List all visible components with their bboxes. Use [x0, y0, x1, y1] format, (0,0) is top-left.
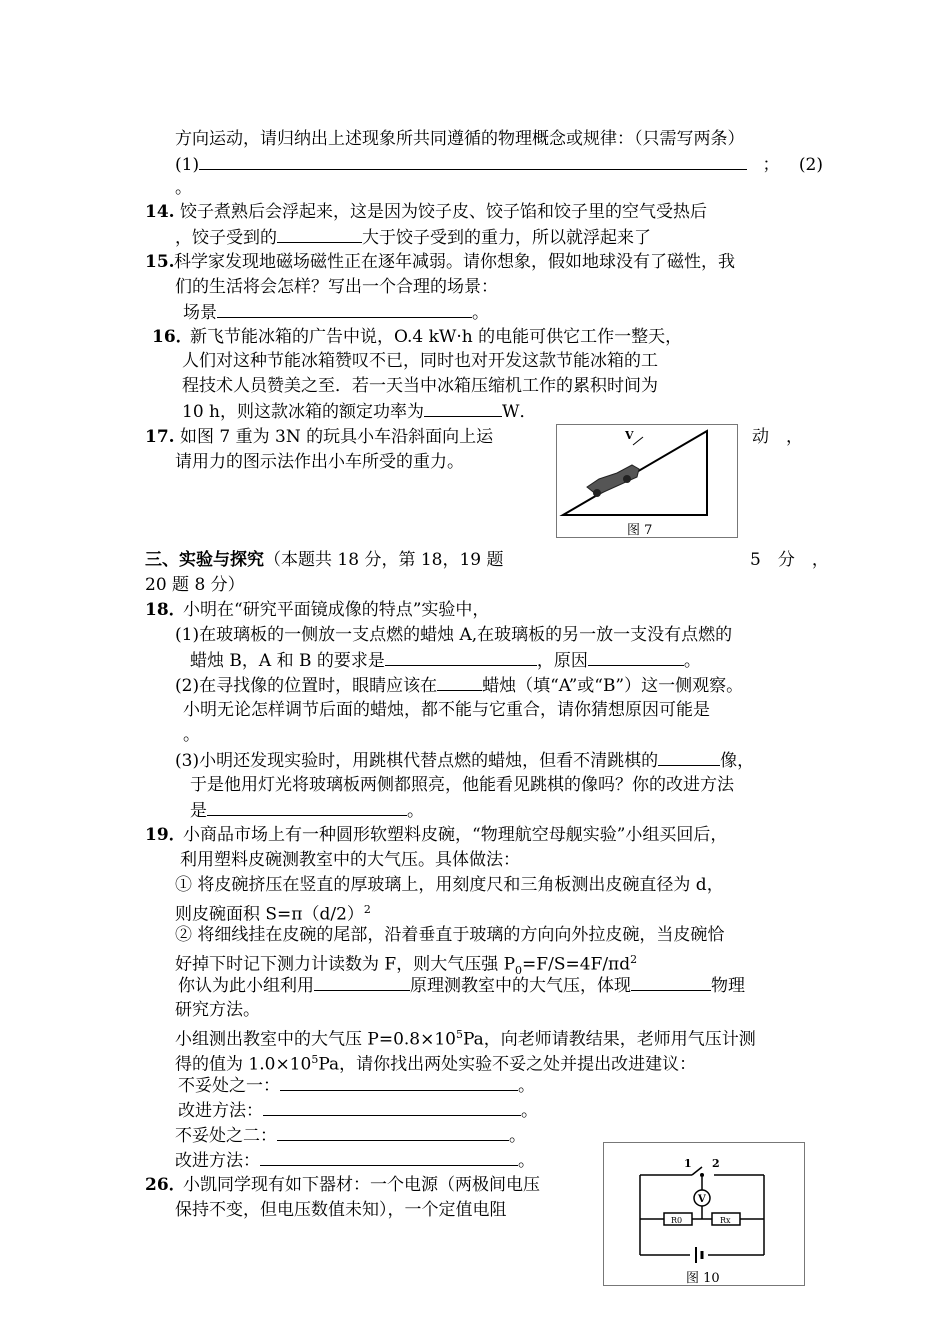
q19-flaw-1-label: 不妥处之一： [178, 1076, 280, 1096]
figure-10-caption: 图 10 [686, 1271, 720, 1286]
q18-p3-line1 [175, 748, 754, 773]
q19-flaw-2-label: 不妥处之二： [175, 1126, 277, 1146]
q18-p2-line3: 。 [183, 725, 200, 745]
q18-p2-line2: 小明无论怎样调节后面的蜡烛，都不能与它重合，请你猜想原因可能是 [183, 700, 710, 720]
section3-line2: 20 题 8 分） [145, 575, 245, 595]
q17-line2: 请用力的图示法作出小车所受的重力。 [175, 452, 464, 472]
q18-intro: 小明在“研究平面镜成像的特点”实验中， [183, 600, 490, 620]
q15-end: 。 [472, 303, 489, 323]
q15-blank[interactable] [217, 300, 472, 318]
q14-line1: 饺子煮熟后会浮起来，这是因为饺子皮、饺子馅和饺子里的空气受热后 [180, 202, 707, 222]
q16-blank[interactable] [424, 399, 502, 417]
r0-label: R0 [671, 1216, 683, 1225]
q19-blank-fix-2[interactable] [260, 1148, 518, 1166]
q19-question [178, 973, 745, 998]
q18-p1-text: 蜡烛 B，A 和 B 的要求是 [190, 651, 385, 671]
q18-p1-line2 [190, 648, 701, 673]
q13-end: 。 [175, 178, 192, 198]
q19-blank-flaw-1[interactable] [280, 1073, 518, 1091]
q19-result-text-4: Pa，请你找出两处实验不妥之处并提出改进建议： [318, 1054, 697, 1075]
q18-p3-text-3: 是 [190, 801, 207, 821]
q17-line1: 如图 7 重为 3N 的玩具小车沿斜面向上运 [180, 427, 494, 447]
velocity-arrow [633, 437, 643, 445]
section3-scoring: （本题共 18 分，第 18，19 题 [264, 550, 504, 570]
q19-fix-2-end: 。 [518, 1151, 535, 1171]
toy-car-icon [587, 465, 639, 497]
section3-line1 [145, 548, 504, 572]
q18-p2-text-2: 蜡烛（填“A”或“B”）这一侧观察。 [482, 676, 744, 696]
q15-line1: 科学家发现地磁场磁性正在逐年减弱。请你想象，假如地球没有了磁性，我 [174, 252, 735, 272]
q13-line1: 方向运动，请归纳出上述现象所共同遵循的物理概念或规律：（只需写两条） [175, 129, 745, 149]
q19-fix-1-label: 改进方法： [178, 1101, 263, 1121]
q19-blank-fix-1[interactable] [263, 1098, 521, 1116]
q16-unit: W． [501, 402, 537, 422]
contact-2-label: 2 [712, 1157, 720, 1170]
q15-scene-label: 场景 [183, 303, 217, 323]
q13-semicolon: ； [762, 155, 780, 175]
q19-q-text-1: 你认为此小组利用 [178, 976, 314, 996]
q19-result-sup-2: 5 [311, 1053, 319, 1066]
q26-number: 26． [145, 1175, 186, 1195]
q18-blank-image[interactable] [658, 748, 720, 766]
q16-line3: 程技术人员赞美之至．若一天当中冰箱压缩机工作的累积时间为 [182, 376, 658, 396]
switch-pivot [700, 1173, 704, 1177]
q19-area-exponent: 2 [363, 903, 371, 916]
q19-result-sup-1: 5 [456, 1028, 463, 1041]
q14-number: 14. [145, 202, 175, 222]
q18-blank-requirement[interactable] [385, 648, 537, 666]
q19-formula-sup: 2 [630, 953, 638, 966]
q16-text: 10 h，则这款冰箱的额定功率为 [182, 402, 424, 422]
q18-p3-text-2: 像， [720, 751, 755, 771]
q19-fix-1-end: 。 [521, 1101, 538, 1121]
q18-p1-end: 。 [683, 651, 701, 671]
circuit-diagram [604, 1143, 804, 1285]
q19-blank-principle[interactable] [314, 973, 410, 991]
q19-result-text-3: 得的值为 1.0×10 [175, 1054, 312, 1075]
q18-p1-line1: (1)在玻璃板的一侧放一支点燃的蜡烛 A,在玻璃板的另一放一支没有点燃的 [175, 625, 733, 645]
q19-formula-text-2: =F/S=4F/πd [522, 954, 631, 975]
q19-fix-1 [178, 1098, 538, 1123]
q19-q-text-3: 物理 [711, 976, 745, 996]
rx-label: Rx [720, 1216, 731, 1225]
velocity-label: V [625, 429, 634, 442]
q18-p2-text-1: (2)在寻找像的位置时，眼睛应该在 [175, 676, 438, 696]
q18-p1-reason-label: ，原因 [536, 651, 588, 671]
q14-text-1: ，饺子受到的 [175, 228, 277, 248]
q17-line1-end: 动 ， [752, 427, 803, 447]
q19-q-text-2: 原理测教室中的大气压，体现 [410, 976, 631, 996]
q18-p3-text-1: (3)小明还发现实验时，用跳棋代替点燃的蜡烛，但看不清跳棋的 [175, 751, 659, 771]
q18-number: 18． [145, 600, 186, 620]
q17-number: 17. [145, 427, 175, 447]
q18-p3-line3 [190, 798, 424, 823]
q13-l2: (2) [798, 155, 823, 175]
q18-p3-end: 。 [407, 801, 424, 821]
figure-7 [556, 424, 738, 538]
q14-line2 [175, 225, 651, 250]
q19-result-text-2: Pa，向老师请教结果，老师用气压计测 [463, 1029, 756, 1050]
q26-line2: 保持不变，但电压数值未知），一个定值电阻 [175, 1200, 507, 1220]
q13-l1: (1) [175, 155, 200, 175]
q19-flaw-2 [175, 1123, 526, 1148]
q16-line4 [182, 399, 536, 424]
q19-step2: ② 将细线挂在皮碗的尾部，沿着垂直于玻璃的方向向外拉皮碗，当皮碗恰 [175, 925, 725, 945]
q18-p2-line1 [175, 673, 743, 698]
q13-line2 [175, 152, 823, 177]
contact-1-label: 1 [684, 1157, 692, 1170]
figure-10 [603, 1142, 805, 1286]
q26-line1: 小凯同学现有如下器材：一个电源（两极间电压 [183, 1175, 540, 1195]
q19-step1: ① 将皮碗挤压在竖直的厚玻璃上，用刻度尺和三角板测出皮碗直径为 d， [175, 875, 724, 895]
q19-area-text: 则皮碗面积 S=π（d/2） [175, 904, 364, 925]
q19-line1: 小商品市场上有一种圆形软塑料皮碗，“物理航空母舰实验”小组买回后， [183, 825, 728, 845]
q19-result-text-1: 小组测出教室中的大气压 P=0.8×10 [175, 1029, 456, 1050]
circuit-wires [640, 1167, 764, 1255]
q19-formula-sub: 0 [515, 964, 523, 978]
q14-text-2: 大于饺子受到的重力，所以就浮起来了 [362, 228, 651, 248]
q18-blank-candle[interactable] [437, 673, 482, 691]
q18-blank-improvement[interactable] [207, 798, 407, 816]
q15-line3 [183, 300, 489, 325]
q16-line1: 新飞节能冰箱的广告中说，O.4 kW·h 的电能可供它工作一整天， [190, 327, 683, 347]
q19-flaw-1 [178, 1073, 535, 1098]
q19-fix-2-label: 改进方法： [175, 1151, 260, 1171]
q19-blank-flaw-2[interactable] [277, 1123, 509, 1141]
q19-formula-text-1: 好掉下时记下测力计读数为 F，则大气压强 P [175, 954, 516, 975]
q19-line8: 研究方法。 [175, 1000, 260, 1020]
q19-flaw-2-end: 。 [509, 1126, 526, 1146]
voltmeter-label: V [698, 1194, 706, 1205]
q15-number: 15. [145, 252, 175, 272]
q13-blank-1[interactable] [199, 152, 747, 170]
q18-p3-line2: 于是他用灯光将玻璃板两侧都照亮，他能看见跳棋的像吗？你的改进方法 [190, 775, 734, 795]
q15-line2: 们的生活将会怎样？写出一个合理的场景： [175, 277, 498, 297]
section3-title: 三、实验与探究 [145, 550, 264, 570]
q19-line2: 利用塑料皮碗测教室中的大气压。具体做法： [180, 850, 520, 870]
q19-flaw-1-end: 。 [518, 1076, 535, 1096]
q16-number: 16． [152, 327, 193, 347]
figure-7-caption: 图 7 [627, 523, 653, 538]
q16-line2: 人们对这种节能冰箱赞叹不已，同时也对开发这款节能冰箱的工 [182, 351, 658, 371]
q19-number: 19． [145, 825, 186, 845]
q14-blank[interactable] [277, 225, 362, 243]
q19-fix-2 [175, 1148, 535, 1173]
q19-blank-method[interactable] [631, 973, 711, 991]
section3-line1-end: 5 分 ， [750, 550, 829, 570]
q18-blank-reason[interactable] [588, 648, 684, 666]
